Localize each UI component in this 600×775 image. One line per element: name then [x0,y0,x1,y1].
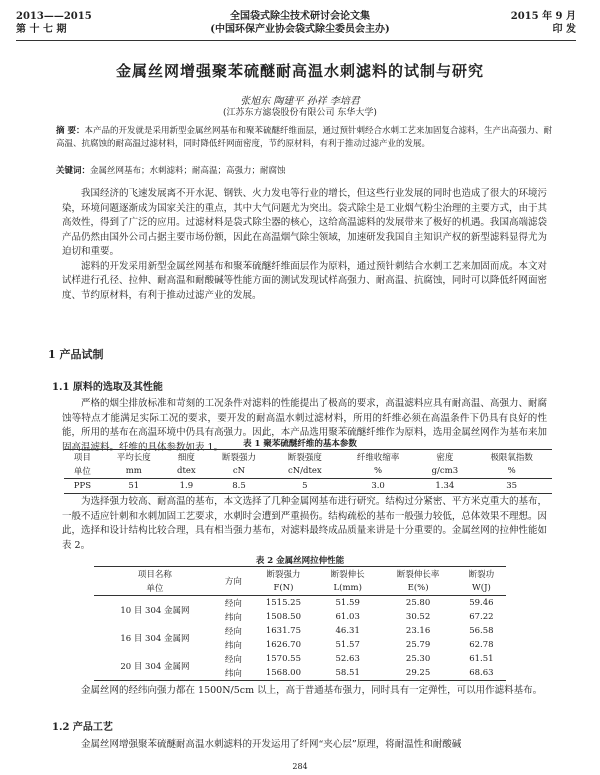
table-cell: 断裂强力 [221,453,256,463]
table-cell: 平均长度 [116,453,151,463]
table-cell: cN/dtex [287,466,322,476]
journal-title: 全国袋式除尘技术研讨会论文集 [230,11,370,22]
table-cell: 61.51 [469,654,494,664]
table-2-header-row-2 [94,581,506,596]
table-cell: 52.63 [335,654,360,664]
table-2 [94,566,506,681]
table-cell: 单位 [146,584,164,594]
table-cell: 23.16 [405,626,431,636]
after-table-1-paragraph: 为选择强力较高、耐高温的基布，本文选择了几种金属网基布进行研究。结构过分紧密、平方米克重大的基布，一般不适应针刺和水刺加固工艺要求，水刺时会遭到严重损伤。结构疏松的基布一般强力较低，总体效果不理想。因此，选择和设计结构比较合理，具有相当强力基布，对滤料最终成品质量来讲是十分重要的。金属丝网的拉伸性能如表 2。 [62,496,547,551]
table-cell: 59.46 [469,598,494,608]
table-row [94,652,506,666]
table-cell: % [507,466,516,476]
section-1-heading: 1 产品试制 [48,348,104,361]
table-cell: 断裂伸长 [330,570,365,580]
table-cell: 51.57 [335,640,360,650]
table-cell: 项目名称 [137,570,172,580]
table-cell: 30.52 [405,612,431,622]
header-date: 2015 年 9 月 [510,11,576,22]
table-cell: 细度 [177,453,195,463]
table-cell: 56.58 [469,626,494,636]
table-cell: 62.78 [469,640,494,650]
table-cell: % [374,466,383,476]
table-cell: 断裂伸长率 [396,570,440,580]
table-cell: F(N) [273,583,294,593]
table-cell: 25.80 [405,598,431,608]
keywords [56,165,556,178]
table-cell: 35 [506,481,518,491]
abstract [56,125,556,151]
table-cell: 纬向 [224,613,242,623]
table-cell: 51.59 [335,598,360,608]
paper-title: 金属丝网增强聚苯硫醚耐高温水刺滤料的试制与研究 [115,62,484,80]
table-cell: 1.9 [179,481,194,491]
intro-paragraph-2: 滤料的开发采用新型金属丝网基布和聚苯硫醚纤维面层作为原料，通过预针刺结合水刺工艺来加固而成。本文对试样进行孔径、拉伸、耐高温和耐酸碱等性能方面的测试发现试样高强力、耐高温、抗腐蚀，同时可以降低纤网面密度、节约原材料，有利于推动过滤产业的发展。 [62,260,547,301]
affiliation: (江苏东方滤袋股份有限公司 东华大学) [223,108,377,118]
table-cell: 方向 [224,577,242,587]
table-1-unit-row [64,464,552,479]
table-cell: 项目 [73,453,91,463]
section-1-2-paragraph: 金属丝网增强聚苯硫醚耐高温水刺滤料的开发运用了纤网“夹心层”原理，将耐温性和耐酸碱 [81,739,462,750]
table-cell: 10 目 304 金属网 [120,606,190,616]
table-row [94,624,506,638]
table-cell: 经向 [224,655,242,665]
table-1-caption: 表 1 聚苯硫醚纤维的基本参数 [243,439,357,449]
table-cell: 断裂功 [468,570,495,580]
header-issue: 第 十 七 期 [16,24,67,35]
table-cell: 断裂强力 [266,570,301,580]
table-1 [64,449,552,494]
table-2-caption: 表 2 金属丝网拉伸性能 [255,556,345,566]
table-cell: 1570.55 [265,654,301,664]
table-cell: 58.51 [335,668,360,678]
section-1-2-body [62,738,547,753]
table-cell: g/cm3 [431,466,459,476]
table-2-header-row-1 [94,567,506,582]
table-cell: 20 目 304 金属网 [120,662,190,672]
table-cell: 1515.25 [265,598,301,608]
intro-paragraph-1: 我国经济的飞速发展离不开水泥、钢铁、火力发电等行业的增长，但这些行业发展的同时也造成了很大的环境污染，环境问题逐渐成为国家关注的重点，其中大气问题尤为突出。袋式除尘是工业烟气粉尘治理的主要方式，由于其高效性，得到了广泛的应用。过滤材料是袋式除尘器的核心，这给高温滤料的发展带来了极好的机遇。我国高端滤袋产品仍然由国外公司占据主要市场份额，因此在高温烟气除尘领域，加速研发我国自主知识产权的新型滤料显得尤为迫切和重要。 [62,188,547,257]
table-cell: 单位 [73,467,91,477]
table-cell: L(mm) [333,583,362,593]
table-cell: 25.30 [405,654,431,664]
table-cell: 1508.50 [265,612,301,622]
table-cell: 密度 [436,453,454,463]
table-cell: E(%) [407,583,429,593]
table-cell: 61.03 [335,612,360,622]
keywords-label: 关键词： [56,166,91,176]
header-years: 2013——2015 [16,11,92,22]
header-print: 印 发 [552,24,576,35]
header-right [511,10,576,36]
table-cell: 纬向 [224,669,242,679]
table-cell: 经向 [224,599,242,609]
section-1-1-paragraph: 严格的烟尘排放标准和苛刻的工况条件对滤料的性能提出了极高的要求，高温滤料应具有耐高温、高强力、耐腐蚀等特点才能满足实际工况的要求，要开发的耐高温水刺过滤材料，所用的纤维必须在高温条件下仍具有良好的性能，所用的基布在高温环境中仍具有高强力。因此，本产品选用聚苯硫醚纤维作为原料，选用金属丝网作为基布来加固高温滤料。纤维的具体参数如表 1。 [62,398,547,453]
page-number: 284 [292,762,308,771]
table-cell: 经向 [224,627,242,637]
table-cell: 断裂强度 [287,453,322,463]
table-cell: 极限氧指数 [490,453,533,463]
header-left [16,10,92,36]
table-cell: 1631.75 [265,626,301,636]
table-cell: 51 [128,481,140,491]
table-cell: 纤维收缩率 [356,453,400,463]
keywords-text: 金属丝网基布；水刺滤料；耐高温；高强力；耐腐蚀 [90,166,286,176]
table-cell: dtex [177,466,196,476]
journal-organizer: (中国环保产业协会袋式除尘委员会主办) [210,24,390,35]
section-1-2-heading: 1.2 产品工艺 [52,722,113,733]
table-row [64,479,552,494]
authors: 张旭东 陶建平 孙祥 李培君 [240,96,360,107]
table-1-header-row [64,450,552,465]
table-cell: W(J) [472,583,491,593]
table-cell: 8.5 [232,481,246,491]
table-cell: 25.79 [405,640,431,650]
after-table-1 [62,495,547,553]
table-cell: 3.0 [371,481,385,491]
header-divider [16,40,576,41]
table-cell: 1626.70 [265,640,301,650]
table-cell: 纬向 [224,641,242,651]
table-cell: mm [125,466,142,476]
table-row [94,596,506,611]
table-cell: 16 目 304 金属网 [120,634,190,644]
table-cell: 5 [302,481,308,491]
abstract-text: 本产品的开发就是采用新型金属丝网基布和聚苯硫醚纤维面层，通过预针刺经合水刺工艺来加固复合滤料，生产出高强力、耐高温、抗腐蚀的耐高温过滤材料，同时降低纤网面密度，节约原材料，有利于推动过滤产业的发展。 [56,126,552,149]
header-center [150,10,450,36]
after-table-2 [62,684,547,699]
table-cell: 1.34 [435,481,455,491]
table-cell: 67.22 [469,612,494,622]
table-cell: 46.31 [335,626,360,636]
abstract-label: 摘 要： [56,126,85,136]
table-cell: 68.63 [469,668,494,678]
table-cell: 29.25 [405,668,431,678]
table-cell: cN [232,466,246,476]
table-cell: 1568.00 [265,668,301,678]
section-1-1-heading: 1.1 原料的选取及其性能 [52,382,163,393]
intro [62,187,547,303]
table-cell: PPS [73,481,92,491]
after-table-2-paragraph: 金属丝网的经纬向强力都在 1500N/5cm 以上，高于普通基布强力，同时具有一定弹性，可以用作滤料基布。 [81,685,543,696]
